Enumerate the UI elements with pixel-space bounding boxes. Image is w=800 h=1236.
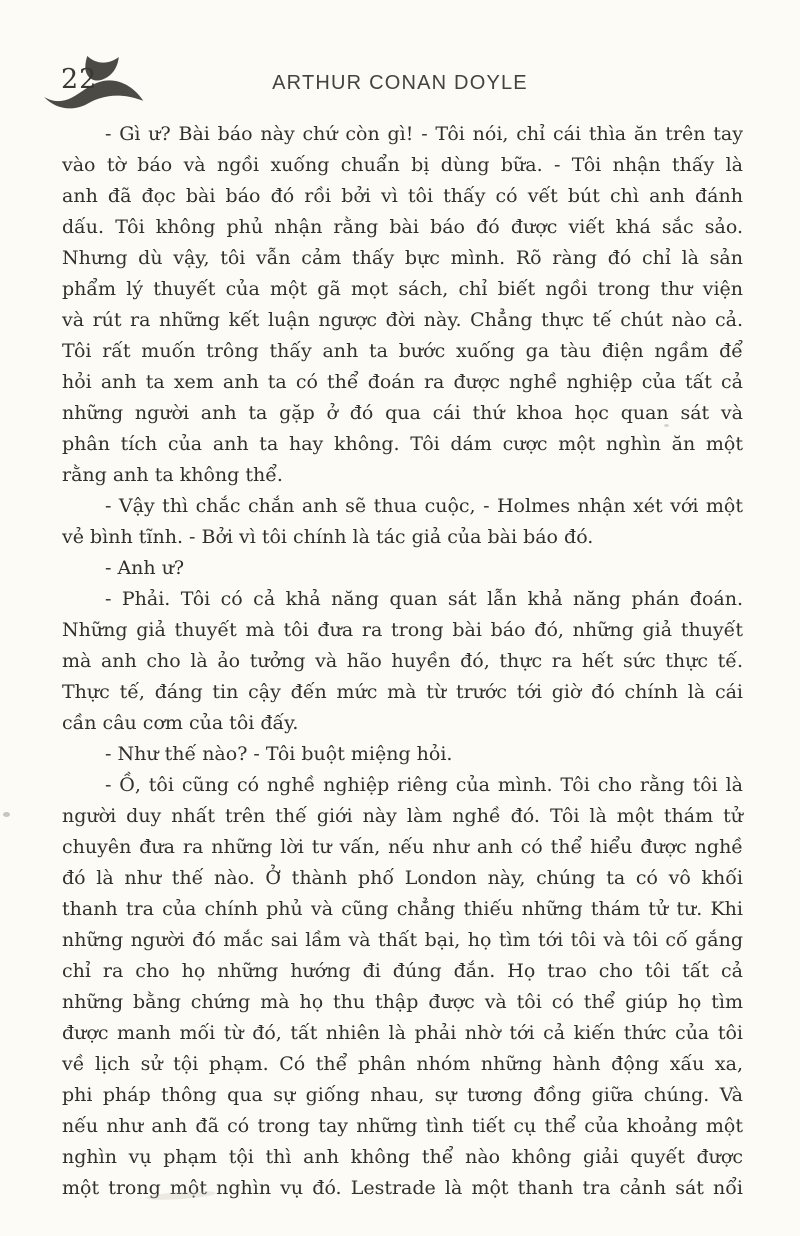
text-line: dấu. Tôi không phủ nhận rằng bài báo đó được viết khá sắc sảo.	[62, 216, 743, 238]
text-line: nếu như anh đã có trong tay những tình tiết cụ thể của khoảng một	[62, 1115, 743, 1137]
text-line: - Gì ư? Bài báo này chứ còn gì! - Tôi nói, chỉ cái thìa ăn trên tay	[105, 123, 743, 145]
paragraph	[62, 119, 743, 491]
paragraph	[62, 553, 743, 584]
text-line: chuyên đưa ra những lời tư vấn, nếu như anh có thể hiểu được nghề	[62, 836, 743, 858]
text-line: - Như thế nào? - Tôi buột miệng hỏi.	[105, 743, 453, 765]
text-line: vào tờ báo và ngồi xuống chuẩn bị dùng bữa. - Tôi nhận thấy là	[62, 154, 743, 176]
scan-artifact	[664, 424, 669, 427]
text-line: nghìn vụ phạm tội thì anh không thể nào không giải quyết được	[62, 1146, 743, 1168]
text-line: những bằng chứng mà họ thu thập được và tôi có thể giúp họ tìm	[62, 991, 743, 1013]
text-line: và rút ra những kết luận ngược đời này. Chẳng thực tế chút nào cả.	[62, 309, 743, 331]
text-line: một trong một nghìn vụ đó. Lestrade là một thanh tra cảnh sát nổi	[62, 1177, 743, 1199]
text-line: phẩm lý thuyết của một gã mọt sách, chỉ biết ngồi trong thư viện	[62, 278, 743, 300]
text-line: về lịch sử tội phạm. Có thể phân nhóm những hành động xấu xa,	[62, 1053, 743, 1075]
paragraph	[62, 739, 743, 770]
text-line: được manh mối từ đó, tất nhiên là phải nhờ tới cả kiến thức của tôi	[62, 1022, 743, 1044]
text-line: chỉ ra cho họ những hướng đi đúng đắn. Họ trao cho tôi tất cả	[62, 960, 743, 982]
paragraph	[62, 770, 743, 1204]
text-line: những người anh ta gặp ở đó qua cái thứ khoa học quan sát và	[62, 402, 743, 424]
text-line: thanh tra của chính phủ và cũng chẳng thiếu những thám tử tư. Khi	[62, 898, 743, 920]
text-line: phân tích của anh ta hay không. Tôi dám cược một nghìn ăn một	[62, 433, 743, 455]
text-line: Nhưng dù vậy, tôi vẫn cảm thấy bực mình. Rõ ràng đó chỉ là sản	[62, 247, 743, 269]
text-line: Tôi rất muốn trông thấy anh ta bước xuống ga tàu điện ngầm để	[62, 340, 743, 362]
scan-artifact	[3, 812, 10, 817]
text-line: Những giả thuyết mà tôi đưa ra trong bài báo đó, những giả thuyết	[62, 619, 743, 641]
body-text	[62, 119, 743, 1204]
text-line: Thực tế, đáng tin cậy đến mức mà từ trước tới giờ đó chính là cái	[62, 681, 743, 703]
text-line: phi pháp thông qua sự giống nhau, sự tương đồng giữa chúng. Và	[62, 1084, 743, 1106]
text-line: vẻ bình tĩnh. - Bởi vì tôi chính là tác giả của bài báo đó.	[62, 526, 594, 548]
text-line: mà anh cho là ảo tưởng và hão huyền đó, thực ra hết sức thực tế.	[62, 650, 743, 672]
paragraph	[62, 491, 743, 553]
text-line: đó là như thế nào. Ở thành phố London này, chúng ta có vô khối	[62, 867, 743, 889]
text-line: những người đó mắc sai lầm và thất bại, họ tìm tới tôi và tôi cố gắng	[62, 929, 743, 951]
text-line: hỏi anh ta xem anh ta có thể đoán ra được nghề nghiệp của tất cả	[62, 371, 743, 393]
text-line: - Anh ư?	[105, 557, 185, 579]
paragraph	[62, 584, 743, 739]
text-line: cần câu cơm của tôi đấy.	[62, 712, 299, 734]
text-line: - Phải. Tôi có cả khả năng quan sát lẫn khả năng phán đoán.	[105, 588, 743, 610]
text-line: người duy nhất trên thế giới này làm nghề đó. Tôi là một thám tử	[62, 805, 743, 827]
text-line: - Ồ, tôi cũng có nghề nghiệp riêng của mình. Tôi cho rằng tôi là	[105, 774, 743, 796]
text-line: - Vậy thì chắc chắn anh sẽ thua cuộc, - Holmes nhận xét với một	[105, 495, 743, 517]
text-line: anh đã đọc bài báo đó rồi bởi vì tôi thấy có vết bút chì anh đánh	[62, 185, 743, 207]
page-number: 22	[61, 64, 98, 95]
text-line: rằng anh ta không thể.	[62, 464, 283, 486]
running-header: ARTHUR CONAN DOYLE	[272, 72, 528, 94]
